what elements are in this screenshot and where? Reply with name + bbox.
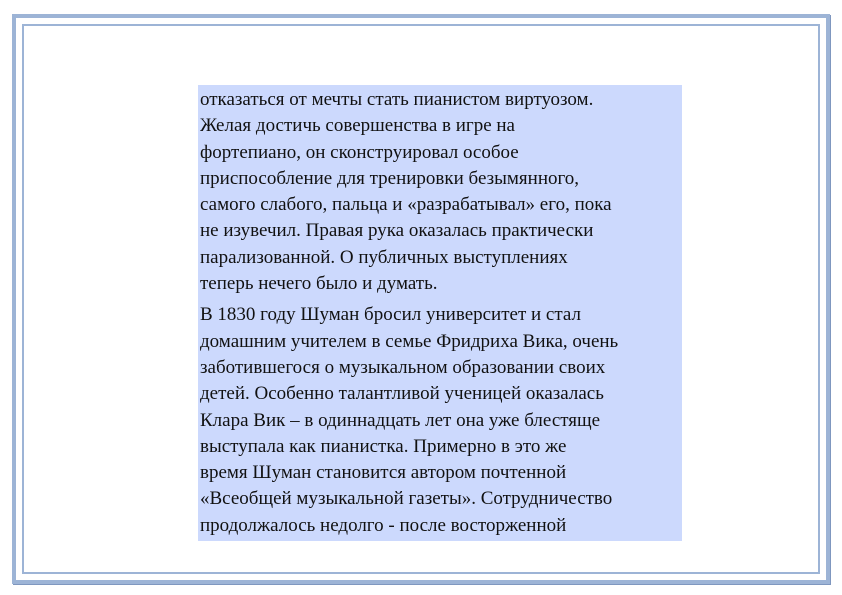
text-line: самого слабого, пальца и «разрабатывал» его, пока [200,194,612,216]
text-line: Желая достичь совершенства в игре на [200,115,515,137]
text-line: время Шуман становится автором почтенной [200,462,567,484]
text-line: детей. Особенно талантливой ученицей оказалась [200,383,604,405]
text-line: «Всеобщей музыкальной газеты». Сотрудничество [200,488,613,510]
text-line: фортепиано, он сконструировал особое [200,141,519,163]
text-line: В 1830 году Шуман бросил университет и стал [200,304,581,326]
text-box [198,85,682,541]
text-line: приспособление для тренировки безымянного, [200,167,580,189]
text-line: теперь нечего было и думать. [200,273,438,295]
paragraph-1 [200,87,679,297]
text-line: домашним учителем в семье Фридриха Вика, очень [200,330,619,352]
text-line: заботившегося о музыкальном образовании своих [200,356,606,378]
text-line: Клара Вик – в одиннадцать лет она уже блестяще [200,409,601,431]
paragraph-2 [200,302,679,539]
text-line: отказаться от мечты стать пианистом виртуозом. [200,89,594,110]
text-line: не изувечил. Правая рука оказалась практически [200,220,594,242]
text-line: парализованной. О публичных выступлениях [200,246,568,268]
text-line: выступала как пианистка. Примерно в это же [200,435,567,457]
text-line: продолжалось недолго - после восторженной [200,514,567,536]
